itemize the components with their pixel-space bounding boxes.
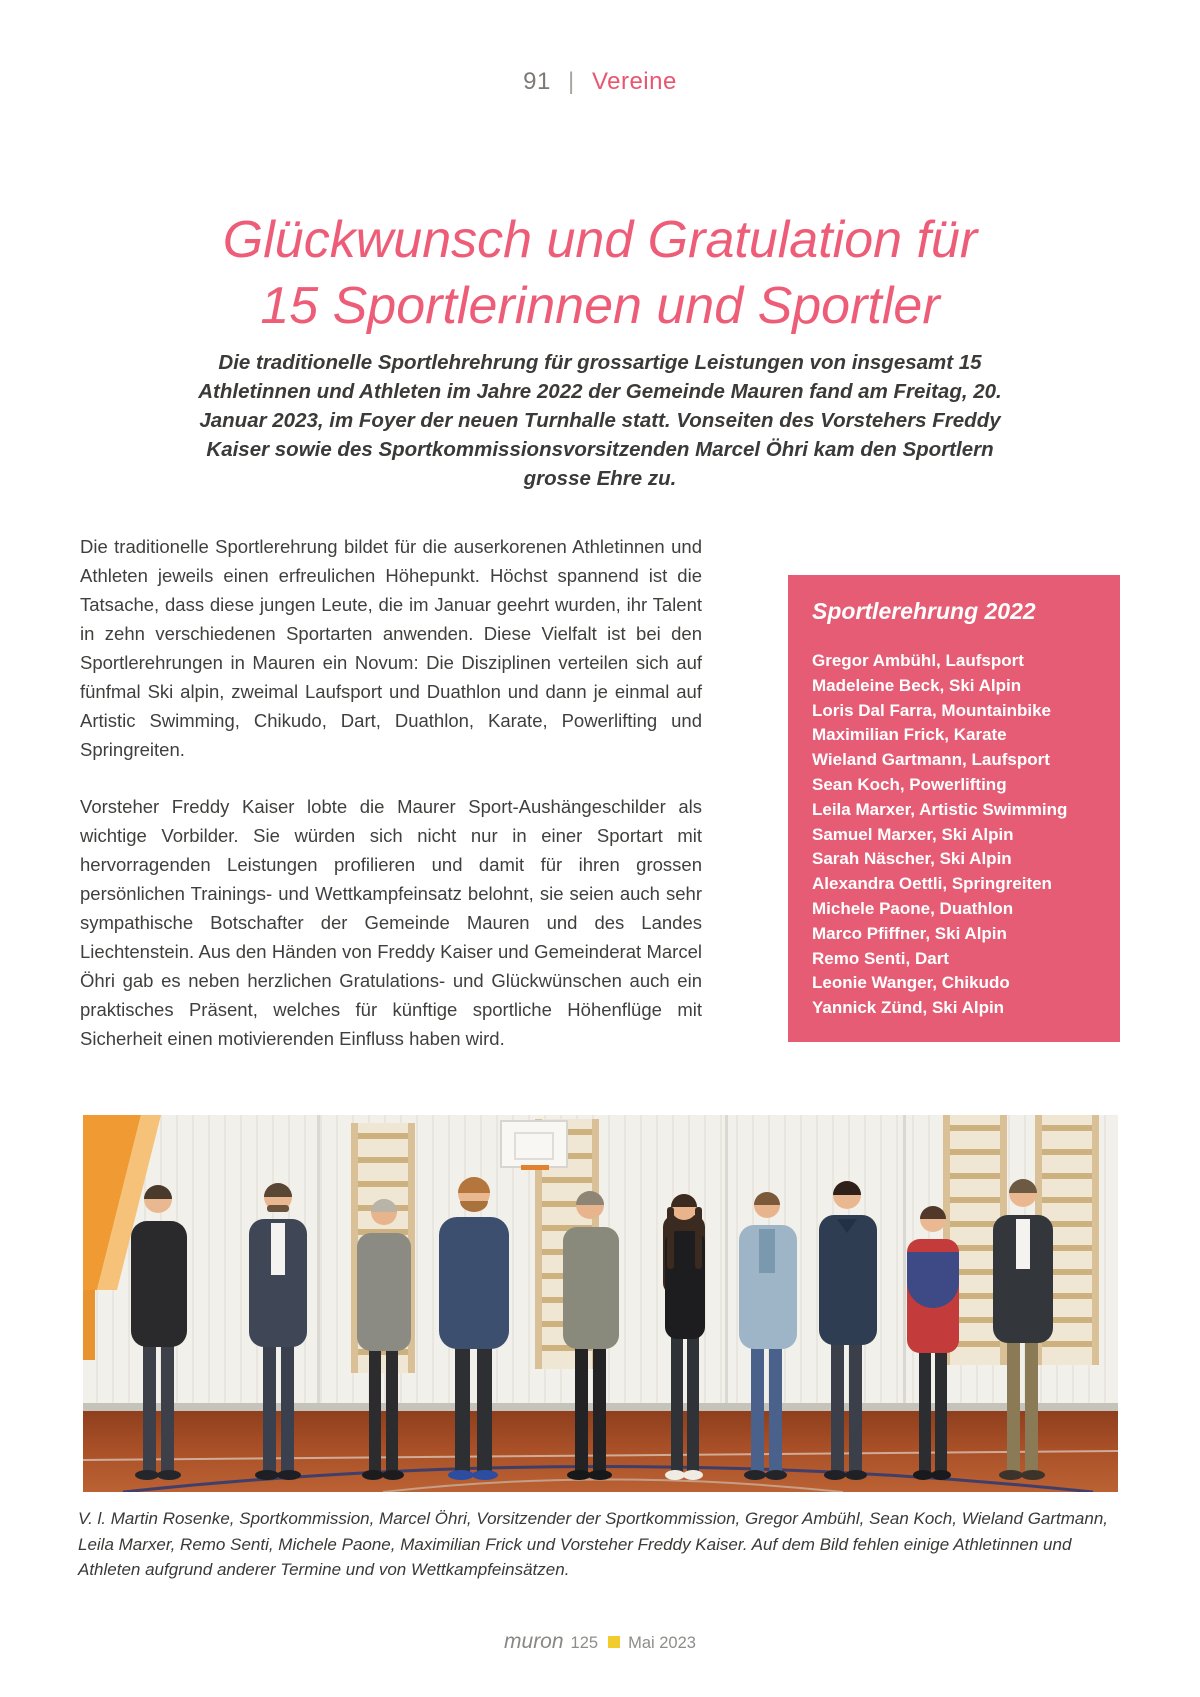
article-title-line1: Glückwunsch und Gratulation für — [222, 210, 978, 269]
magazine-name: muron — [504, 1630, 564, 1653]
honoree-item: Loris Dal Farra, Mountainbike — [812, 700, 1051, 720]
group-photo — [83, 1115, 1118, 1492]
header-separator: | — [568, 68, 575, 95]
footer-square-icon — [608, 1636, 620, 1648]
body-text-column — [80, 532, 702, 1081]
honoree-item: Wieland Gartmann, Laufsport — [812, 750, 1050, 770]
honoree-item: Madeleine Beck, Ski Alpin — [812, 675, 1022, 695]
honoree-item: Marco Pfiffner, Ski Alpin — [812, 923, 1007, 943]
body-paragraph-2: Vorsteher Freddy Kaiser lobte die Maurer Sport-Aushängeschilder als wichtige Vorbilder. Sie würden sich nicht nur in einer Sportart mit hervorragenden Leistungen profilieren und damit für ihren grossen persönlichen Trainings- und Wettkampfeinsatz belohnt, sie seien auch sehr sympathische Botschafter der Gemeinde Mauren und des Landes Liechtenstein. Aus den Händen von Freddy Kaiser und Gemeinderat Marcel Öhri gab es neben herzlichen Gratulations- und Glückwünschen auch ein praktisches Präsent, welches für künftige sportliche Höhenflüge mit Sicherheit einen motivierenden Einfluss haben wird. — [80, 796, 702, 1049]
sportlerehrung-box-title: Sportlerehrung 2022 — [812, 598, 1036, 624]
honoree-item: Sean Koch, Powerlifting — [812, 774, 1007, 794]
issue-number: 125 — [570, 1634, 599, 1652]
running-head — [0, 68, 1200, 96]
issue-date: Mai 2023 — [628, 1634, 696, 1652]
honoree-item: Michele Paone, Duathlon — [812, 898, 1014, 918]
honoree-item: Leonie Wanger, Chikudo — [812, 973, 1010, 993]
honoree-item: Maximilian Frick, Karate — [812, 725, 1007, 745]
honoree-item: Sarah Näscher, Ski Alpin — [812, 849, 1012, 869]
group-photo-illustration — [83, 1115, 1118, 1492]
honoree-list — [812, 649, 1096, 1021]
section-label: Vereine — [591, 68, 677, 95]
page-number: 91 — [523, 68, 551, 95]
article-title — [60, 207, 1140, 339]
honoree-item: Gregor Ambühl, Laufsport — [812, 651, 1024, 670]
honoree-item: Yannick Zünd, Ski Alpin — [812, 998, 1005, 1018]
page-footer — [0, 1630, 1200, 1654]
body-paragraph-1: Die traditionelle Sportlerehrung bildet für die auserkorenen Athletinnen und Athleten jeweils einen erfreulichen Höhepunkt. Höchst spannend ist die Tatsache, dass diese jungen Leute, die im Januar geehrt wurden, ihr Talent in zehn verschiedenen Sportarten anwenden. Diese Vielfalt ist bei den Sportlerehrungen in Mauren ein Novum: Die Disziplinen verteilen sich auf fünfmal Ski alpin, zweimal Laufsport und Duathlon und dann je einmal auf Artistic Swimming, Chikudo, Dart, Duathlon, Karate, Powerlifting und Springreiten. — [80, 536, 702, 760]
lead-paragraph: Die traditionelle Sportlehrehrung für grossartige Leistungen von insgesamt 15 Athletinnen und Athleten im Jahre 2022 der Gemeinde Mauren fand am Freitag, 20. Januar 2023, im Foyer der neuen Turnhalle statt. Vonseiten des Vorstehers Freddy Kaiser sowie des Sportkommissionsvorsitzenden Marcel Öhri kam den Sportlern grosse Ehre zu. — [198, 351, 1002, 490]
honoree-item: Leila Marxer, Artistic Swimming — [812, 799, 1068, 819]
photo-caption: V. l. Martin Rosenke, Sportkommission, Marcel Öhri, Vorsitzender der Sportkommission, Gregor Ambühl, Sean Koch, Wieland Gartmann, Leila Marxer, Remo Senti, Michele Paone, Maximilian Frick und Vorsteher Freddy Kaiser. Auf dem Bild fehlen einige Athletinnen und Athleten aufgrund anderer Termine und von Wettkampfeinsätzen. — [78, 1509, 1109, 1579]
honoree-item: Remo Senti, Dart — [812, 948, 949, 968]
basketball-backboard — [501, 1121, 567, 1170]
honoree-item: Alexandra Oettli, Springreiten — [812, 874, 1052, 894]
sportlerehrung-box — [788, 575, 1120, 1042]
article-title-line2: 15 Sportlerinnen und Sportler — [260, 276, 940, 335]
honoree-item: Samuel Marxer, Ski Alpin — [812, 824, 1014, 844]
